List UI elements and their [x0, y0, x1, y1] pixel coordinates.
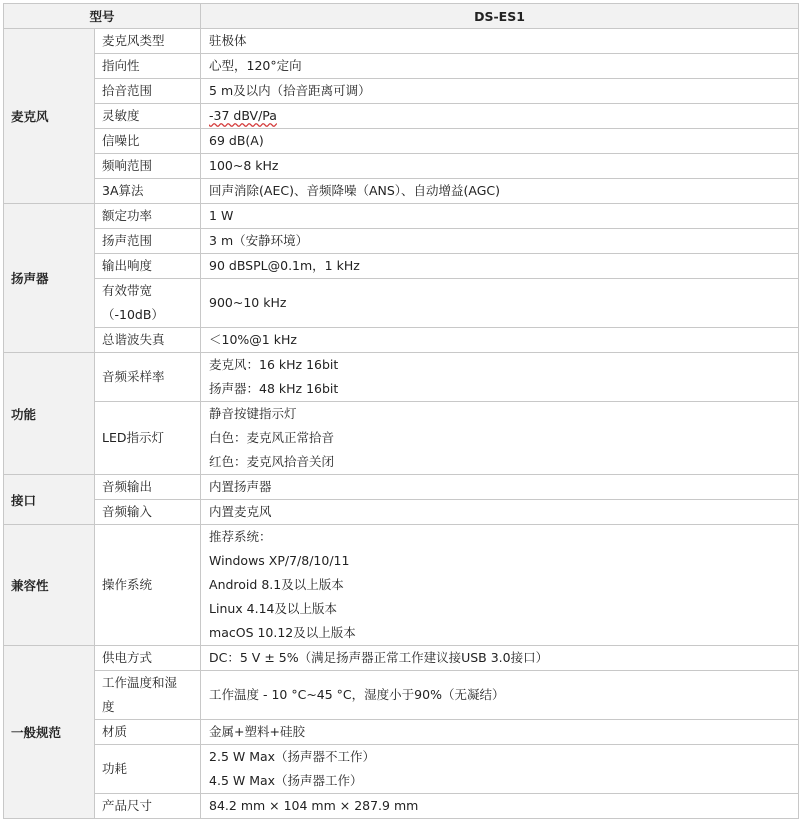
value-cell: [201, 353, 799, 402]
param-cell: [95, 254, 201, 279]
spec-row: [4, 179, 799, 204]
param-label: 灵敏度: [102, 108, 140, 123]
param-label: 额定功率: [102, 208, 153, 223]
param-label: LED指示灯: [102, 430, 164, 445]
param-label: 3A算法: [102, 183, 144, 198]
category-label: 接口: [11, 492, 37, 508]
value-text: 100~8 kHz: [209, 158, 279, 173]
param-cell: [95, 179, 201, 204]
value-text: 驻极体: [209, 33, 247, 48]
value-text: 金属+塑料+硅胶: [209, 724, 305, 739]
param-cell: [95, 54, 201, 79]
category-cell: [4, 353, 95, 475]
value-text: ＜10%@1 kHz: [209, 332, 297, 347]
param-label: 音频输入: [102, 504, 153, 519]
spec-table-body: [4, 4, 799, 819]
param-cell: [95, 279, 201, 328]
param-cell: [95, 671, 201, 720]
param-cell: [95, 720, 201, 745]
param-cell: [95, 402, 201, 475]
spec-row: [4, 745, 799, 794]
value-cell: [201, 475, 799, 500]
category-label: 一般规范: [11, 725, 62, 740]
spec-row: [4, 254, 799, 279]
spec-row: [4, 353, 799, 402]
value-text: macOS 10.12及以上版本: [209, 625, 356, 640]
param-cell: [95, 745, 201, 794]
spec-row: [4, 104, 799, 129]
spec-row: [4, 79, 799, 104]
value-text: 69 dB(A): [209, 133, 264, 148]
param-label: 度: [102, 699, 115, 714]
param-cell: [95, 29, 201, 54]
param-cell: [95, 154, 201, 179]
value-text: 5 m及以内（拾音距离可调）: [209, 83, 371, 98]
param-label: 指向性: [102, 58, 140, 73]
value-text: 1 W: [209, 208, 234, 223]
param-label: 材质: [102, 724, 128, 739]
param-cell: [95, 229, 201, 254]
value-cell: [201, 154, 799, 179]
param-label: （-10dB）: [102, 307, 164, 322]
param-label: 产品尺寸: [102, 798, 153, 813]
spec-row: [4, 525, 799, 646]
spec-row: [4, 129, 799, 154]
model-label-cell: [4, 4, 201, 29]
param-label: 输出响度: [102, 258, 153, 273]
value-text: DC：5 V ± 5%（满足扬声器正常工作建议接USB 3.0接口）: [209, 650, 549, 665]
model-value-cell: [201, 4, 799, 29]
spec-row: [4, 229, 799, 254]
param-cell: [95, 475, 201, 500]
spec-row: [4, 671, 799, 720]
param-cell: [95, 646, 201, 671]
spec-row: [4, 794, 799, 819]
value-text: 90 dBSPL@0.1m，1 kHz: [209, 258, 360, 273]
spec-row: [4, 154, 799, 179]
param-cell: [95, 104, 201, 129]
value-text: 推荐系统：: [209, 529, 272, 544]
spec-row: [4, 475, 799, 500]
param-label: 信噪比: [102, 133, 140, 148]
value-text: 工作温度 - 10 °C~45 °C，湿度小于90%（无凝结）: [209, 687, 505, 702]
param-cell: [95, 794, 201, 819]
category-cell: [4, 204, 95, 353]
value-cell: [201, 104, 799, 129]
spec-row: [4, 204, 799, 229]
value-text: 回声消除(AEC)、音频降噪（ANS）、自动增益(AGC): [209, 183, 501, 198]
param-label: 音频输出: [102, 479, 153, 494]
value-cell: [201, 79, 799, 104]
value-text: 白色：麦克风正常拾音: [209, 430, 335, 445]
value-cell: [201, 54, 799, 79]
spec-row: [4, 720, 799, 745]
param-cell: [95, 500, 201, 525]
value-text: 4.5 W Max（扬声器工作）: [209, 773, 363, 788]
param-label: 供电方式: [102, 650, 153, 665]
param-cell: [95, 129, 201, 154]
value-text: 静音按键指示灯: [209, 406, 297, 421]
value-cell: [201, 402, 799, 475]
spec-table: [3, 3, 799, 819]
param-cell: [95, 525, 201, 646]
spec-row: [4, 54, 799, 79]
category-cell: [4, 525, 95, 646]
value-text: 2.5 W Max（扬声器不工作）: [209, 749, 376, 764]
value-cell: [201, 254, 799, 279]
value-cell: [201, 179, 799, 204]
param-cell: [95, 353, 201, 402]
value-cell: [201, 671, 799, 720]
param-cell: [95, 204, 201, 229]
value-text: 心型，120°定向: [209, 58, 302, 73]
value-text: 84.2 mm × 104 mm × 287.9 mm: [209, 798, 419, 813]
model-label: 型号: [89, 9, 115, 24]
param-label: 操作系统: [102, 577, 153, 592]
spec-row: [4, 646, 799, 671]
value-text: 900~10 kHz: [209, 295, 287, 310]
param-label: 音频采样率: [102, 369, 165, 384]
value-cell: [201, 500, 799, 525]
value-text: 内置麦克风: [209, 504, 272, 519]
param-label: 工作温度和湿: [102, 675, 178, 690]
param-label: 麦克风类型: [102, 33, 165, 48]
param-label: 扬声范围: [102, 233, 153, 248]
value-text: Windows XP/7/8/10/11: [209, 553, 350, 568]
value-cell: [201, 229, 799, 254]
value-cell: [201, 794, 799, 819]
category-cell: [4, 646, 95, 819]
spec-row: [4, 402, 799, 475]
value-cell: [201, 204, 799, 229]
value-cell: [201, 279, 799, 328]
value-text: -37 dBV/Pa: [209, 108, 277, 123]
param-cell: [95, 79, 201, 104]
value-cell: [201, 720, 799, 745]
param-cell: [95, 328, 201, 353]
spec-row: [4, 279, 799, 328]
spec-row: [4, 500, 799, 525]
model-value: DS-ES1: [474, 8, 525, 24]
value-cell: [201, 745, 799, 794]
value-text: 内置扬声器: [209, 479, 272, 494]
value-cell: [201, 646, 799, 671]
value-text: 红色：麦克风拾音关闭: [209, 454, 335, 469]
category-cell: [4, 29, 95, 204]
value-cell: [201, 29, 799, 54]
param-label: 频响范围: [102, 158, 153, 173]
value-cell: [201, 525, 799, 646]
value-cell: [201, 328, 799, 353]
category-label: 扬声器: [11, 271, 49, 286]
param-label: 有效带宽: [102, 283, 153, 298]
spec-row: [4, 29, 799, 54]
value-text: 麦克风：16 kHz 16bit: [209, 357, 339, 372]
category-cell: [4, 475, 95, 525]
table-header-row: [4, 4, 799, 29]
value-cell: [201, 129, 799, 154]
category-label: 兼容性: [11, 578, 49, 593]
value-text: 3 m（安静环境）: [209, 233, 309, 248]
spec-row: [4, 328, 799, 353]
category-label: 功能: [11, 406, 37, 422]
param-label: 拾音范围: [102, 83, 153, 98]
value-text: Android 8.1及以上版本: [209, 577, 344, 592]
param-label: 功耗: [102, 761, 128, 776]
value-text: Linux 4.14及以上版本: [209, 601, 338, 616]
value-text: 扬声器：48 kHz 16bit: [209, 381, 339, 396]
category-label: 麦克风: [11, 109, 49, 124]
param-label: 总谐波失真: [102, 332, 165, 347]
